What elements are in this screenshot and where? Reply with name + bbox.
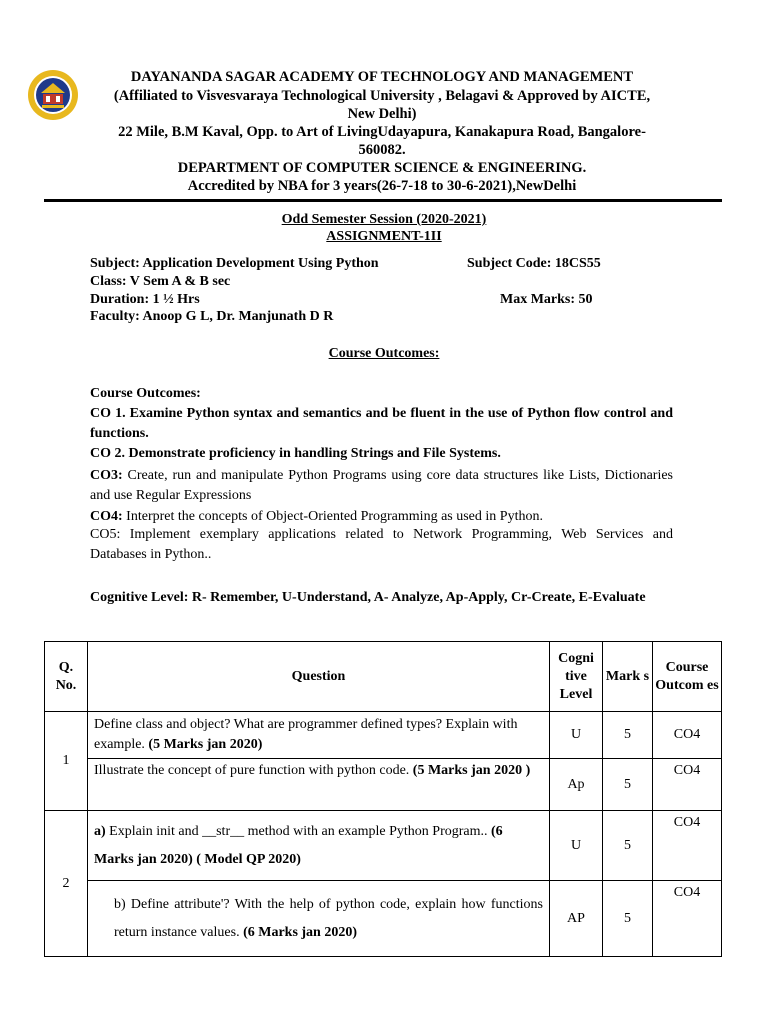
session-title: Odd Semester Session (2020-2021) xyxy=(281,212,487,227)
cognitive-level: Cognitive Level: R- Remember, U-Understand, A- Analyze, Ap-Apply, Cr-Create, E-Evaluate xyxy=(90,590,646,605)
question-cell xyxy=(88,811,550,881)
accreditation: Accredited by NBA for 3 years(26-7-18 to 30-6-2021),NewDelhi xyxy=(187,178,577,194)
department-name: DEPARTMENT OF COMPUTER SCIENCE & ENGINEERING. xyxy=(177,160,587,176)
co5: CO5: Implement exemplary applications related to Network Programming, Web Services and Databases in Python.. xyxy=(90,527,673,562)
table-row xyxy=(45,759,722,811)
header-cognitive-level: Cogni tive Level xyxy=(550,642,603,712)
question-text: Illustrate the concept of pure function with python code. xyxy=(94,763,413,778)
table-row xyxy=(45,881,722,957)
address-line-1: 22 Mile, B.M Kaval, Opp. to Art of LivingUdayapura, Kanakapura Road, Bangalore- xyxy=(118,124,646,140)
marks-cell: 5 xyxy=(603,759,653,811)
question-marks-ref: (6 Marks jan 2020) ( Model QP 2020) xyxy=(94,823,503,867)
header-qno: Q. No. xyxy=(45,642,88,712)
header-marks: Mark s xyxy=(603,642,653,712)
header-question: Question xyxy=(88,642,550,712)
subject: Subject: Application Development Using Python xyxy=(90,256,379,271)
qno-cell: 1 xyxy=(45,712,88,811)
header-divider xyxy=(44,199,722,202)
question-cell xyxy=(88,759,550,811)
co4-label: CO4: xyxy=(90,509,123,524)
question-marks-ref: (5 Marks jan 2020) xyxy=(148,737,263,752)
max-marks: Max Marks: 50 xyxy=(500,292,593,307)
co3 xyxy=(90,466,673,506)
table-header-row xyxy=(45,642,722,712)
class-info: Class: V Sem A & B sec xyxy=(90,274,231,289)
table-row xyxy=(45,712,722,759)
co4-text: Interpret the concepts of Object-Oriented Programming as used in Python. xyxy=(122,509,543,524)
co4 xyxy=(90,507,673,527)
cognitive-cell: AP xyxy=(550,881,603,957)
qno-cell: 2 xyxy=(45,811,88,957)
institution-name: DAYANANDA SAGAR ACADEMY OF TECHNOLOGY AND MANAGEMENT xyxy=(130,69,634,85)
marks-cell: 5 xyxy=(603,811,653,881)
co2: CO 2. Demonstrate proficiency in handling Strings and File Systems. xyxy=(90,446,501,461)
course-outcomes-heading: Course Outcomes: xyxy=(328,346,440,361)
co3-label: CO3: xyxy=(90,468,123,483)
header-course-outcome: Course Outcom es xyxy=(653,642,722,712)
question-part-label: a) xyxy=(94,823,106,839)
assignment-title: ASSIGNMENT-1II xyxy=(326,229,442,244)
affiliation-line-2: New Delhi) xyxy=(347,106,417,122)
question-text: Explain init and __str__ method with an example Python Program.. xyxy=(105,823,492,839)
question-text: b) Define attribute'? With the help of python code, explain how functions return instance values. xyxy=(114,896,543,940)
outcome-cell: CO4 xyxy=(653,759,722,811)
cognitive-cell: U xyxy=(550,811,603,881)
subject-code: Subject Code: 18CS55 xyxy=(467,256,601,271)
cognitive-cell: Ap xyxy=(550,759,603,811)
table-row xyxy=(45,811,722,881)
question-marks-ref: (5 Marks jan 2020 ) xyxy=(412,763,531,778)
outcome-cell: CO4 xyxy=(653,811,722,881)
marks-cell: 5 xyxy=(603,881,653,957)
address-line-2: 560082. xyxy=(358,142,406,158)
course-outcomes-label: Course Outcomes: xyxy=(90,386,201,401)
question-cell xyxy=(88,881,550,957)
marks-cell: 5 xyxy=(603,712,653,759)
co3-text: Create, run and manipulate Python Programs using core data structures like Lists, Dictionaries and use Regular Expressions xyxy=(90,468,673,503)
co1: CO 1. Examine Python syntax and semantics and be fluent in the use of Python flow control and functions. xyxy=(90,406,673,441)
question-text: Define class and object? What are programmer defined types? Explain with example. xyxy=(94,717,518,752)
questions-table xyxy=(44,641,722,957)
affiliation-line-1: (Affiliated to Visvesvaraya Technological University , Belagavi & Approved by AICTE, xyxy=(113,88,651,104)
question-cell xyxy=(88,712,550,759)
duration: Duration: 1 ½ Hrs xyxy=(90,292,200,307)
outcome-cell: CO4 xyxy=(653,881,722,957)
faculty: Faculty: Anoop G L, Dr. Manjunath D R xyxy=(90,309,334,324)
institution-seal-logo xyxy=(27,69,79,121)
outcome-cell: CO4 xyxy=(653,712,722,759)
question-marks-ref: (6 Marks jan 2020) xyxy=(243,924,357,940)
cognitive-cell: U xyxy=(550,712,603,759)
